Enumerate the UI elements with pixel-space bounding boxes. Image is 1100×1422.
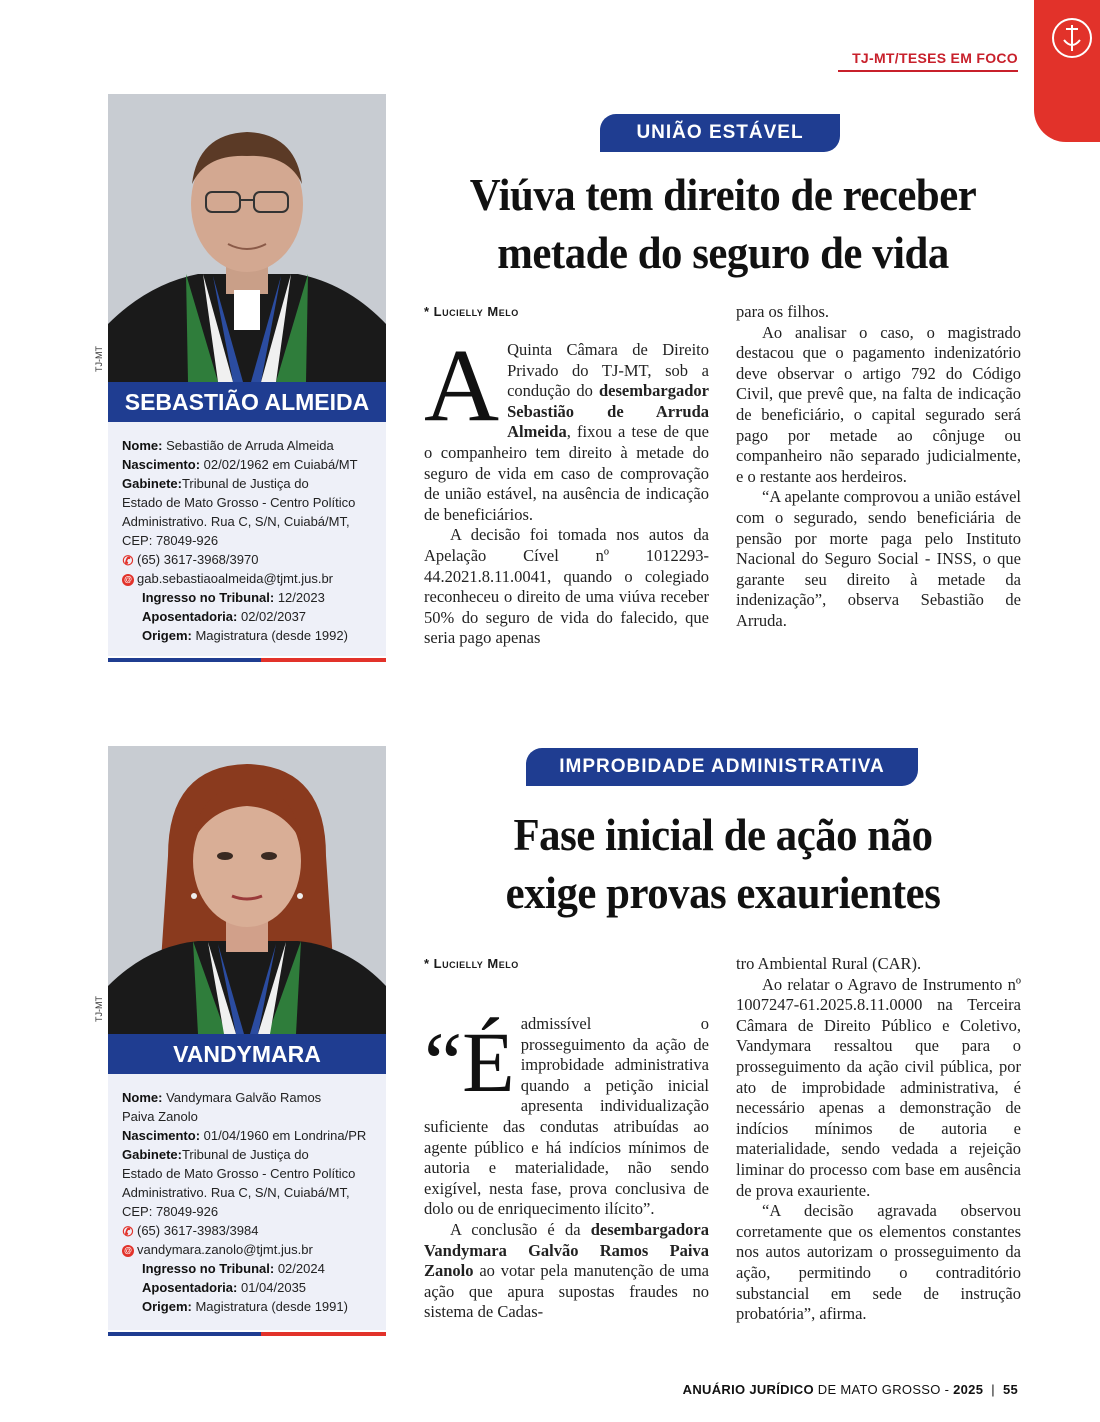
info-gabinete: Gabinete:Tribunal de Justiça do xyxy=(122,1147,309,1162)
headline-line: exige provas exaurientes xyxy=(505,867,941,918)
info-nome: Nome: Sebastião de Arruda Almeida xyxy=(122,438,334,453)
info-nome: Nome: Vandymara Galvão Ramos xyxy=(122,1090,322,1105)
section-label: TJ-MT/TESES EM FOCO xyxy=(852,50,1018,66)
phone-icon: ✆ xyxy=(122,552,134,568)
paragraph: A decisão foi tomada nos autos da Apelação Cível nº 1012293-44.2021.8.11.0041, quando o colegiado reconheceu o direito de uma viúva receber 50% do seguro de vida do falecido, que seria pago apenas xyxy=(424,525,709,648)
info-aposentadoria: Aposentadoria: 02/02/2037 xyxy=(142,609,307,624)
tjmt-logo-icon xyxy=(1052,18,1092,58)
photo-credit: TJ-MT xyxy=(94,346,104,372)
info-aposentadoria: Aposentadoria: 01/04/2035 xyxy=(142,1280,307,1295)
footer-separator: | xyxy=(991,1382,995,1397)
paragraph: Ao analisar o caso, o magistrado destacou que o pagamento indenizatório deve observar o artigo 792 do Código Civil, que prevê que, na falta de indicação de beneficiário, o capital segurado será pago por metade ao cônjuge ou companheiro não separado judicialmente, e o restante aos herdeiros. xyxy=(736,322,1021,486)
paragraph: “A decisão agravada observou corretamente que os elementos constantes nos autos autorizam o prosseguimento da ação, permitindo o contraditório substancial em sede de instrução probatória”, afirma. xyxy=(736,1201,1021,1324)
info-cep: CEP: 78049-926 xyxy=(122,533,219,548)
topic-tag: UNIÃO ESTÁVEL xyxy=(600,114,840,152)
byline: * Lucielly Melo xyxy=(424,956,519,971)
phone-icon: ✆ xyxy=(122,1223,134,1239)
judge-info-box xyxy=(108,422,386,656)
info-email[interactable]: @ vandymara.zanolo@tjmt.jus.br xyxy=(122,1240,378,1259)
paragraph: “Éadmissível o prosseguimento da ação de improbidade administrativa quando a petição inicial apresenta individualização suficiente das condutas atribuídas ao agente público e há indícios mínimos de autoria e materialidade, não sendo exigível, nesta fase, prova conclusiva de dolo ou de enriquecimento ilícito”. xyxy=(424,1014,709,1219)
judge-name: SEBASTIÃO ALMEIDA xyxy=(108,382,386,422)
article-column-1 xyxy=(424,1014,709,1323)
info-nascimento: Nascimento: 02/02/1962 em Cuiabá/MT xyxy=(122,457,358,472)
headline-line: metade do seguro de vida xyxy=(497,227,949,278)
info-origem: Origem: Magistratura (desde 1992) xyxy=(142,628,348,643)
info-gabinete-line: Administrativo. Rua C, S/N, Cuiabá/MT, xyxy=(122,514,350,529)
page-number: 55 xyxy=(1002,1382,1018,1397)
judge-name: VANDYMARA xyxy=(108,1034,386,1074)
info-phone: ✆ (65) 3617-3983/3984 xyxy=(122,1223,259,1239)
info-origem: Origem: Magistratura (desde 1991) xyxy=(142,1299,348,1314)
info-cep: CEP: 78049-926 xyxy=(122,1204,219,1219)
footer-publication: ANUÁRIO JURÍDICO xyxy=(682,1382,814,1397)
info-email[interactable]: @ gab.sebastiaoalmeida@tjmt.jus.br xyxy=(122,569,378,588)
footer-publication-rest: DE MATO GROSSO - xyxy=(813,1382,954,1397)
drop-cap: “É xyxy=(424,1014,515,1110)
info-gabinete-line: Administrativo. Rua C, S/N, Cuiabá/MT, xyxy=(122,1185,350,1200)
info-ingresso: Ingresso no Tribunal: 12/2023 xyxy=(142,590,325,605)
paragraph: A Quinta Câmara de Direito Privado do TJ-MT, sob a condução do desembargador Sebastião de Arruda Almeida, fixou a tese de que o companheiro tem direito à metade do seguro de vida em caso de comprovação de união estável, na ausência de indicação de beneficiários. xyxy=(424,328,709,524)
corner-tab xyxy=(1034,0,1100,142)
info-ingresso: Ingresso no Tribunal: 02/2024 xyxy=(142,1261,325,1276)
card-rule xyxy=(108,1332,386,1336)
info-gabinete-line: Estado de Mato Grosso - Centro Político xyxy=(122,495,356,510)
info-nascimento: Nascimento: 01/04/1960 em Londrina/PR xyxy=(122,1128,367,1143)
footer-year: 2025 xyxy=(953,1382,984,1397)
drop-cap: A xyxy=(424,328,500,443)
judge-photo-vandymara xyxy=(108,746,386,1034)
article-column-2 xyxy=(736,302,1021,632)
paragraph: tro Ambiental Rural (CAR). xyxy=(736,954,922,973)
section-rule xyxy=(838,70,1018,72)
info-nome-line: Paiva Zanolo xyxy=(122,1109,198,1124)
info-gabinete: Gabinete:Tribunal de Justiça do xyxy=(122,476,309,491)
photo-credit: TJ-MT xyxy=(94,996,104,1022)
byline: * Lucielly Melo xyxy=(424,304,519,319)
paragraph: “A apelante comprovou a união estável com o segurado, sendo beneficiária de pensão por morte paga pelo Instituto Nacional do Seguro Social - INSS, o que garante seu direito à metade da indenização”, observa Sebastião de Arruda. xyxy=(736,487,1021,630)
judge-info-box xyxy=(108,1074,386,1330)
page-footer xyxy=(683,1382,1018,1397)
email-icon: @ xyxy=(122,1245,134,1257)
headline xyxy=(439,806,1006,922)
headline-line: Fase inicial de ação não xyxy=(513,809,933,860)
article-column-2 xyxy=(736,954,1021,1325)
info-phone: ✆ (65) 3617-3968/3970 xyxy=(122,552,259,568)
article-column-1 xyxy=(424,328,709,649)
topic-tag: IMPROBIDADE ADMINISTRATIVA xyxy=(526,748,918,786)
judge-photo-sebastiao xyxy=(108,94,386,382)
headline-line: Viúva tem direito de receber xyxy=(469,169,977,220)
card-rule xyxy=(108,658,386,662)
email-icon: @ xyxy=(122,574,134,586)
paragraph: Ao relatar o Agravo de Instrumento nº 1007247-61.2025.8.11.0000 na Terceira Câmara de Direito Público e Coletivo, Vandymara ressaltou que para o prosseguimento da ação civil pública, por ato de improbidade administrativa, é necessário apenas a demonstração de indícios mínimos de autoria e materialidade, sendo vedada a rejeição liminar do processo com base em ausência de prova exauriente. xyxy=(736,974,1021,1200)
paragraph: A conclusão é da desembargadora Vandymara Galvão Ramos Paiva Zanolo ao votar pela manutenção de uma ação que apura supostas fraudes no sistema de Cadas- xyxy=(424,1219,709,1322)
info-gabinete-line: Estado de Mato Grosso - Centro Político xyxy=(122,1166,356,1181)
paragraph: para os filhos. xyxy=(736,302,830,321)
headline xyxy=(439,166,1006,282)
